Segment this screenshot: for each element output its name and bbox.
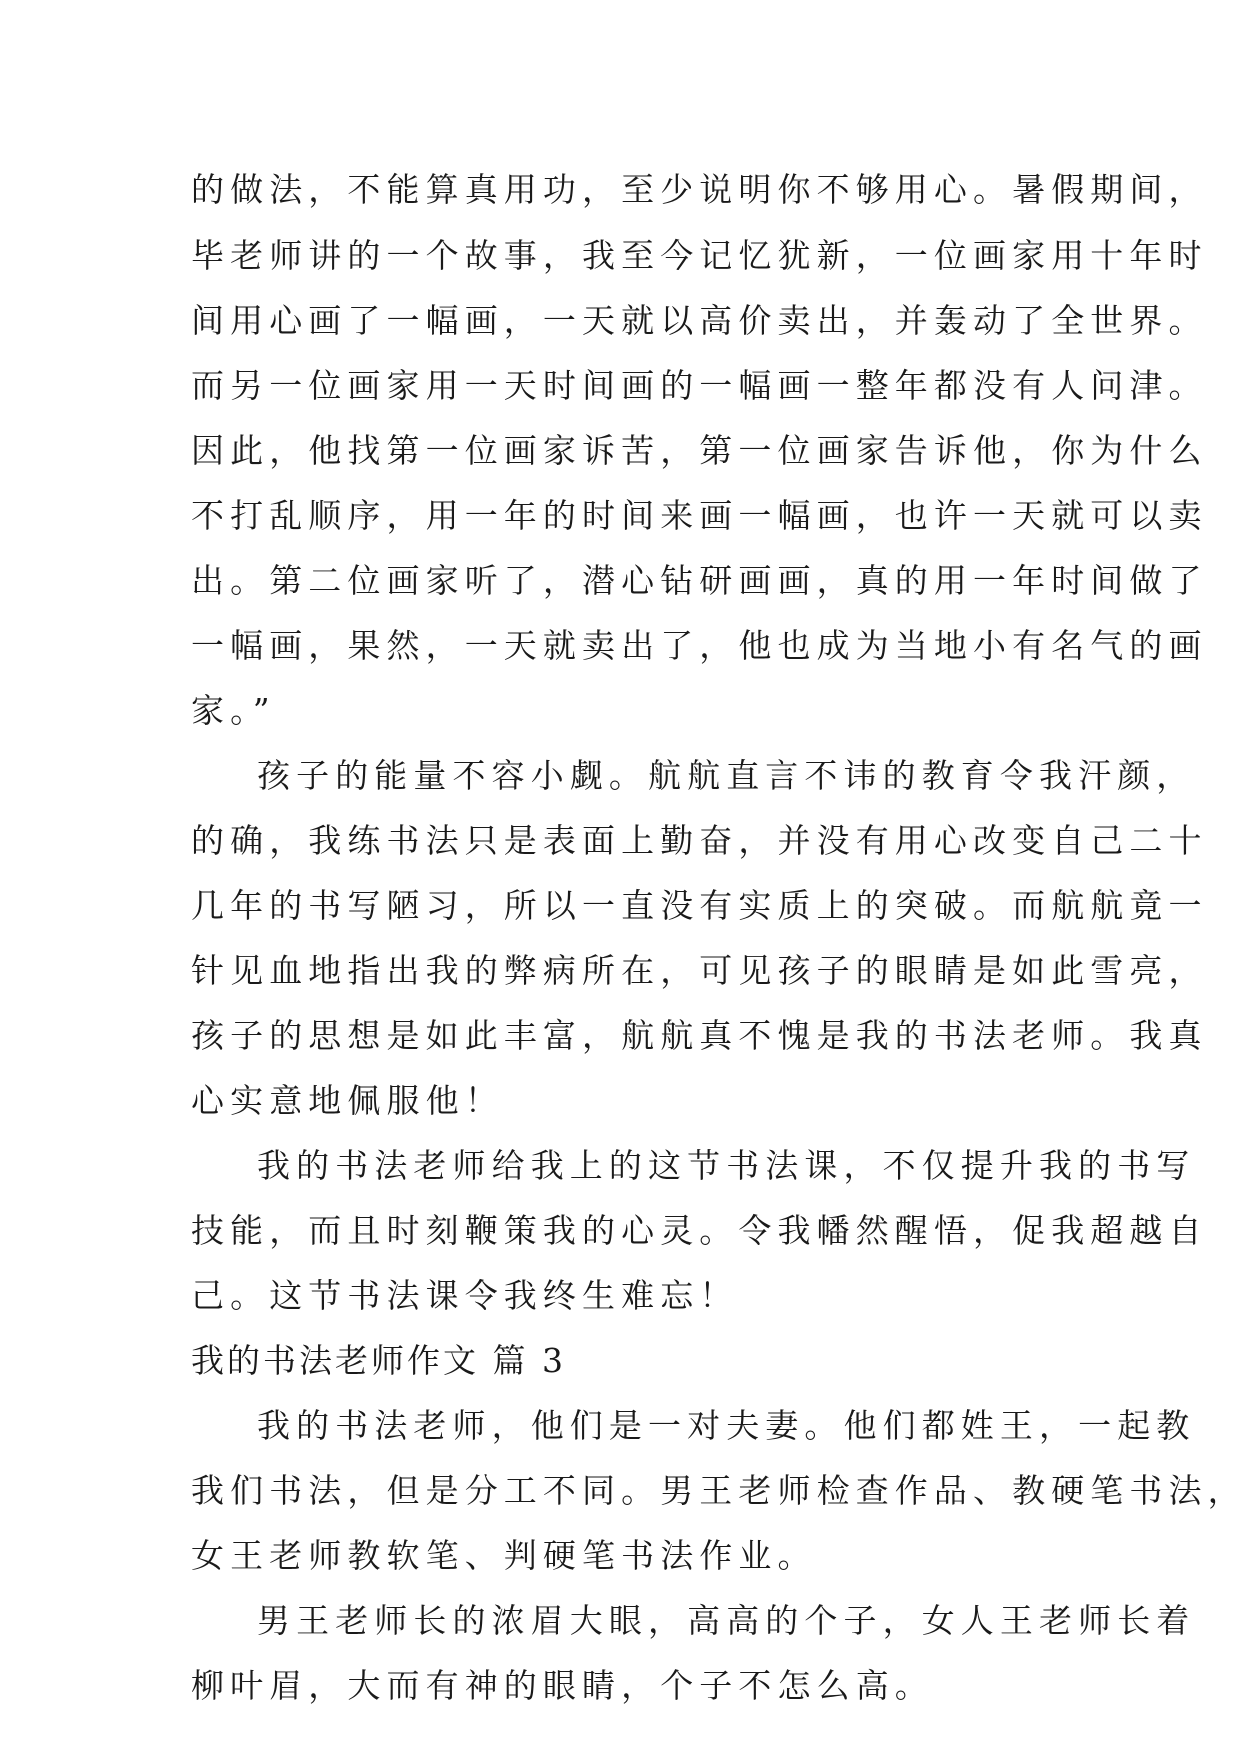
text-line: 的做法，不能算真用功，至少说明你不够用心。暑假期间， <box>191 170 1208 209</box>
text-line: 不打乱顺序，用一年的时间来画一幅画，也许一天就可以卖 <box>191 496 1208 535</box>
text-line: 己。这节书法课令我终生难忘！ <box>191 1276 739 1315</box>
text-line: 孩子的思想是如此丰富，航航真不愧是我的书法老师。我真 <box>191 1016 1208 1055</box>
text-line: 一幅画，果然，一天就卖出了，他也成为当地小有名气的画 <box>191 626 1208 665</box>
paragraph-first-line: 孩子的能量不容小觑。航航直言不讳的教育令我汗颜， <box>257 756 1196 795</box>
text-line: 的确，我练书法只是表面上勤奋，并没有用心改变自己二十 <box>191 821 1208 860</box>
paragraph-first-line: 男王老师长的浓眉大眼，高高的个子，女人王老师长着 <box>257 1601 1196 1640</box>
text-line: 心实意地佩服他！ <box>191 1081 504 1120</box>
text-line: 而另一位画家用一天时间画的一幅画一整年都没有人问津。 <box>191 366 1208 405</box>
text-line: 间用心画了一幅画，一天就以高价卖出，并轰动了全世界。 <box>191 301 1208 340</box>
paragraph-first-line: 我的书法老师，他们是一对夫妻。他们都姓王，一起教 <box>257 1406 1196 1445</box>
text-line: 几年的书写陋习，所以一直没有实质上的突破。而航航竟一 <box>191 886 1208 925</box>
text-line: 毕老师讲的一个故事，我至今记忆犹新，一位画家用十年时 <box>191 236 1208 275</box>
text-line: 因此，他找第一位画家诉苦，第一位画家告诉他，你为什么 <box>191 431 1208 470</box>
text-line: 技能，而且时刻鞭策我的心灵。令我幡然醒悟，促我超越自 <box>191 1211 1208 1250</box>
text-line: 女王老师教软笔、判硬笔书法作业。 <box>191 1536 817 1575</box>
section-heading: 我的书法老师作文 篇 3 <box>191 1341 566 1380</box>
paragraph-first-line: 我的书法老师给我上的这节书法课，不仅提升我的书写 <box>257 1146 1196 1185</box>
text-line: 出。第二位画家听了，潜心钻研画画，真的用一年时间做了 <box>191 561 1208 600</box>
text-line: 针见血地指出我的弊病所在，可见孩子的眼睛是如此雪亮， <box>191 951 1208 990</box>
text-line: 我们书法，但是分工不同。男王老师检查作品、教硬笔书法， <box>191 1471 1247 1510</box>
text-line: 柳叶眉，大而有神的眼睛，个子不怎么高。 <box>191 1666 934 1705</box>
text-line: 家。” <box>191 691 276 730</box>
